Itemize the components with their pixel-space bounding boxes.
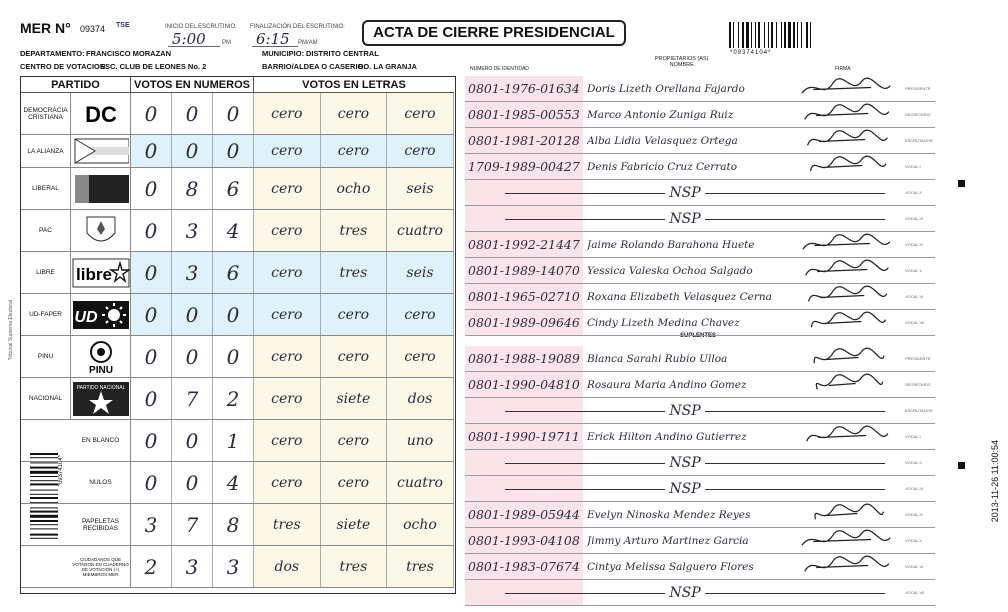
municipio-value: DISTRITO CENTRAL: [306, 49, 379, 58]
signer-row: [465, 476, 935, 502]
signature-icon: [792, 102, 902, 127]
col-owners-header: [655, 56, 708, 68]
row-label-text: PAPELETAS RECIBIDAS: [82, 517, 119, 532]
suplentes-label: SUPLENTES: [680, 333, 717, 339]
fin-ampm: PM/AM: [298, 40, 318, 46]
col-partido-header: PARTIDO: [21, 77, 131, 93]
signer-id: 0801-1988-19089: [465, 346, 583, 371]
page-title: ACTA DE CIERRE PRESIDENCIAL: [362, 20, 626, 46]
vote-word: tres: [254, 504, 321, 545]
vote-word: ocho: [321, 168, 388, 209]
row-label-text: CIUDADANOS QUE VOTARON EN CUADERNO DE VOTACIÓN (+) MIEMBROS MER: [72, 556, 129, 577]
signer-id: 0801-1965-02710: [465, 284, 583, 309]
nsp-text: NSP: [665, 585, 704, 601]
signer-row: [465, 398, 935, 424]
signer-role: ESCRUTADOR: [905, 408, 933, 413]
vote-digit: 3: [172, 252, 213, 293]
party-row: [21, 378, 454, 420]
votes-table: [20, 76, 456, 594]
party-logo-icon: [71, 294, 131, 335]
signer-name: Blanca Sarahi Rubio Ulloa: [587, 352, 728, 365]
row-label-text: NULOS: [89, 479, 112, 486]
signer-row: [465, 310, 935, 336]
signer-name: Jaime Rolando Barahona Huete: [587, 238, 755, 251]
vote-word: cero: [254, 462, 321, 503]
signer-role: VOCAL III: [905, 486, 923, 491]
nsp-mark: [465, 398, 905, 423]
name-label: NOMBRE: [669, 62, 694, 68]
vote-word: dos: [387, 378, 454, 419]
signer-id: 0801-1981-20128: [465, 128, 583, 153]
signer-id: 0801-1992-21447: [465, 232, 583, 257]
signer-id: 0801-1983-07674: [465, 554, 583, 579]
vote-digit: 0: [131, 135, 172, 167]
vote-digit: 1: [213, 420, 254, 461]
signer-role: VOCAL IV: [905, 242, 924, 247]
signer-name: Evelyn Ninoska Mendez Reyes: [587, 508, 751, 521]
party-row: [21, 252, 454, 294]
municipio-label: MUNICIPIO:: [262, 49, 305, 58]
dc-logo-icon: [73, 96, 129, 132]
signer-name: Rosaura Maria Andino Gomez: [587, 378, 747, 391]
vote-word: cero: [254, 378, 321, 419]
vote-digit: 3: [131, 504, 172, 545]
signer-row: [465, 180, 935, 206]
party-row: [21, 420, 454, 462]
signer-role: SECRETARIO: [905, 112, 931, 117]
vote-word: siete: [321, 504, 388, 545]
vote-digit: 0: [213, 93, 254, 134]
row-label: [21, 546, 131, 587]
vote-digit: 2: [131, 546, 172, 587]
signer-role: PRESIDENTE: [905, 86, 931, 91]
signer-role: VOCAL II: [905, 190, 922, 195]
alianza-flag-icon: [73, 137, 129, 165]
vote-word: uno: [387, 420, 454, 461]
vote-digit: 8: [172, 168, 213, 209]
signer-row: [465, 128, 935, 154]
signature-icon: [792, 346, 902, 371]
fin-underline: [252, 46, 298, 47]
vote-word: cero: [387, 93, 454, 134]
signer-row: [465, 372, 935, 398]
signer-id: 1709-1989-00427: [465, 154, 583, 179]
signer-role: VOCAL I: [905, 164, 921, 169]
vote-word: cero: [254, 252, 321, 293]
svg-text:UD: UD: [73, 308, 98, 326]
signature-icon: [792, 128, 902, 153]
signer-role: VOCAL V: [905, 268, 923, 273]
vote-word: tres: [321, 252, 388, 293]
vote-digit: 0: [213, 135, 254, 167]
signer-id: 0801-1976-01634: [465, 76, 583, 101]
party-name: PAC: [21, 210, 71, 251]
vote-digit: 0: [131, 252, 172, 293]
barrio-value: BO. LA GRANJA: [358, 62, 417, 71]
signer-role: PRESIDENTE: [905, 356, 931, 361]
nsp-mark: [465, 476, 905, 501]
signer-row: [465, 206, 935, 232]
party-row: [21, 168, 454, 210]
vote-digit: 0: [172, 336, 213, 377]
party-logo-icon: [71, 210, 131, 251]
row-label: [21, 462, 131, 503]
col-letras-header: VOTOS EN LETRAS: [254, 77, 454, 93]
vote-digit: 0: [131, 420, 172, 461]
row-label: [21, 420, 131, 461]
signer-row: [465, 102, 935, 128]
signer-role: VOCAL III: [905, 216, 923, 221]
signer-row: [465, 502, 935, 528]
vote-word: cero: [321, 336, 388, 377]
signer-name: Roxana Elizabeth Velasquez Cerna: [587, 290, 772, 303]
owners-label: PROPIETARIOS (AS): [655, 56, 709, 62]
signer-id: 0801-1989-14070: [465, 258, 583, 283]
signer-row: [465, 284, 935, 310]
vote-word: cero: [387, 336, 454, 377]
vote-word: cuatro: [387, 210, 454, 251]
liberal-logo-icon: [73, 171, 129, 207]
signature-icon: [792, 554, 902, 579]
nsp-mark: [465, 580, 905, 605]
signer-row: [465, 554, 935, 580]
party-row: [21, 294, 454, 336]
signer-name: Erick Hilton Andino Gutierrez: [587, 430, 747, 443]
signer-name: Cintya Melissa Salguero Flores: [587, 560, 754, 573]
party-row: [21, 93, 454, 135]
nacional-logo-icon: [72, 380, 130, 418]
vote-digit: 0: [131, 294, 172, 335]
inicio-label: INICIO DEL ESCRUTINIO:: [165, 24, 237, 30]
svg-text:PARTIDO NACIONAL: PARTIDO NACIONAL: [76, 384, 125, 391]
party-row: [21, 336, 454, 378]
centro-label: CENTRO DE VOTACION:: [20, 62, 108, 71]
party-name: LIBERAL: [21, 168, 71, 209]
signer-role: VOCAL VI: [905, 564, 924, 569]
row-label: [21, 504, 131, 545]
vote-word: siete: [321, 378, 388, 419]
signature-icon: [792, 232, 902, 257]
signer-row: [465, 346, 935, 372]
signer-id: 0801-1990-19711: [465, 424, 583, 449]
signer-role: VOCAL VII: [905, 320, 925, 325]
signature-icon: [792, 424, 902, 449]
vote-word: cero: [254, 168, 321, 209]
vote-digit: 0: [131, 168, 172, 209]
registration-mark: [958, 462, 965, 469]
vote-word: seis: [387, 168, 454, 209]
vote-digit: 0: [131, 210, 172, 251]
vote-word: dos: [254, 546, 321, 587]
signer-row: [465, 528, 935, 554]
party-logo-icon: [71, 252, 131, 293]
pac-logo-icon: [73, 213, 129, 249]
signer-name: Alba Lidia Velasquez Ortega: [587, 134, 738, 147]
party-row: [21, 504, 454, 546]
vote-digit: 0: [213, 336, 254, 377]
svg-text:libre: libre: [75, 264, 112, 284]
signer-id: 0801-1989-05944: [465, 502, 583, 527]
nsp-text: NSP: [665, 455, 704, 471]
signer-role: VOCAL I: [905, 434, 921, 439]
signature-icon: [792, 502, 902, 527]
signer-role: ESCRUTADOR: [905, 138, 933, 143]
vote-digit: 0: [172, 420, 213, 461]
vote-word: cero: [321, 462, 388, 503]
side-barcode-number: *09374104*: [58, 455, 64, 487]
party-row: [21, 135, 454, 168]
signature-icon: [792, 372, 902, 397]
timestamp: 2013-11-26 11:00:54: [990, 440, 1000, 523]
vote-digit: 3: [172, 210, 213, 251]
fin-time: 6:15: [256, 30, 290, 48]
nsp-text: NSP: [665, 185, 704, 201]
vote-word: cuatro: [387, 462, 454, 503]
vote-word: cero: [387, 135, 454, 167]
party-name: NACIONAL: [21, 378, 71, 419]
vote-word: cero: [321, 93, 388, 134]
vote-word: cero: [254, 93, 321, 134]
vote-digit: 6: [213, 168, 254, 209]
vote-word: cero: [254, 210, 321, 251]
row-label-text: EN BLANCO: [81, 437, 120, 444]
barcode-top-number: *09374104*: [730, 50, 772, 56]
signature-icon: [792, 154, 902, 179]
col-id-header: NUMERO DE IDENTIDAD: [470, 66, 529, 72]
mer-label: MER N°: [20, 20, 71, 36]
barrio-label: BARRIO/ALDEA O CASERIO:: [262, 62, 366, 71]
signature-icon: [792, 284, 902, 309]
vote-word: cero: [254, 336, 321, 377]
signer-id: 0801-1993-04108: [465, 528, 583, 553]
svg-text:PINU: PINU: [88, 364, 113, 376]
vote-digit: 4: [213, 210, 254, 251]
signer-row: [465, 580, 935, 606]
signer-role: VOCAL IV: [905, 512, 924, 517]
party-logo-icon: [71, 378, 131, 419]
party-name: PINU: [21, 336, 71, 377]
party-name: LIBRE: [21, 252, 71, 293]
col-firma-header: FIRMA: [835, 66, 851, 72]
vote-word: cero: [321, 294, 388, 335]
party-name: DEMOCRACIA CRISTIANA: [21, 93, 71, 134]
vote-digit: 4: [213, 462, 254, 503]
vote-digit: 0: [131, 378, 172, 419]
party-logo-icon: [71, 135, 131, 167]
libre-logo-icon: [72, 255, 130, 291]
vote-digit: 0: [172, 135, 213, 167]
pinu-logo-icon: [73, 338, 129, 376]
tse-logo-icon: TSE: [116, 22, 130, 29]
vote-digit: 0: [131, 93, 172, 134]
signer-row: [465, 424, 935, 450]
signer-id: 0801-1990-04810: [465, 372, 583, 397]
side-vertical-text: Tribunal Supremo Electoral: [8, 300, 14, 361]
vote-word: ocho: [387, 504, 454, 545]
vote-word: cero: [321, 135, 388, 167]
vote-digit: 8: [213, 504, 254, 545]
vote-digit: 0: [213, 294, 254, 335]
signer-id: 0801-1989-09646: [465, 310, 583, 335]
barcode-top-icon: [728, 22, 850, 48]
party-logo-icon: [71, 336, 131, 377]
inicio-time: 5:00: [172, 30, 206, 48]
nsp-text: NSP: [665, 481, 704, 497]
vote-word: cero: [387, 294, 454, 335]
signer-role: VOCAL VI: [905, 294, 924, 299]
vote-word: tres: [321, 546, 388, 587]
signer-row: [465, 154, 935, 180]
col-numeros-header: VOTOS EN NUMEROS: [131, 77, 254, 93]
vote-digit: 0: [172, 93, 213, 134]
party-name: LA ALIANZA: [21, 135, 71, 167]
vote-digit: 2: [213, 378, 254, 419]
signer-role: VOCAL VII: [905, 590, 925, 595]
centro-value: ESC. CLUB DE LEONES No. 2: [100, 62, 207, 71]
vote-digit: 3: [172, 546, 213, 587]
nsp-mark: [465, 206, 905, 231]
departamento-value: FRANCISCO MORAZAN: [86, 49, 171, 58]
signer-role: SECRETARIO: [905, 382, 931, 387]
vote-digit: 0: [172, 462, 213, 503]
svg-text:DC: DC: [84, 101, 117, 127]
signer-role: VOCAL V: [905, 538, 923, 543]
signer-name: Doris Lizeth Orellana Fajardo: [587, 82, 745, 95]
party-name: UD-FAPER: [21, 294, 71, 335]
signature-icon: [792, 258, 902, 283]
vote-word: seis: [387, 252, 454, 293]
signer-name: Yessica Valeska Ochoa Salgado: [587, 264, 753, 277]
nsp-mark: [465, 180, 905, 205]
signer-name: Cindy Lizeth Medina Chavez: [587, 316, 740, 329]
signature-icon: [792, 76, 902, 101]
vote-digit: 3: [213, 546, 254, 587]
vote-digit: 0: [131, 462, 172, 503]
party-logo-icon: [71, 93, 131, 134]
ud-faper-logo-icon: [72, 297, 130, 333]
vote-word: cero: [254, 135, 321, 167]
vote-word: cero: [254, 294, 321, 335]
departamento-label: DEPARTAMENTO:: [20, 49, 85, 58]
party-row: [21, 210, 454, 252]
signature-icon: [792, 528, 902, 553]
signer-name: Jimmy Arturo Martinez Garcia: [587, 534, 749, 547]
party-row: [21, 546, 454, 588]
registration-mark: [958, 180, 965, 187]
vote-word: tres: [387, 546, 454, 587]
inicio-underline: [168, 46, 220, 47]
signer-row: [465, 450, 935, 476]
signer-name: Marco Antonio Zuniga Ruiz: [587, 108, 734, 121]
nsp-mark: [465, 450, 905, 475]
vote-digit: 7: [172, 504, 213, 545]
signer-role: VOCAL II: [905, 460, 922, 465]
signer-name: Denis Fabricio Cruz Cerrato: [587, 160, 738, 173]
signer-row: [465, 76, 935, 102]
signer-id: 0801-1985-00553: [465, 102, 583, 127]
signature-icon: [792, 310, 902, 335]
inicio-ampm: PM: [222, 40, 231, 46]
fin-label: FINALIZACIÓN DEL ESCRUTINIO:: [250, 24, 345, 30]
vote-digit: 0: [131, 336, 172, 377]
vote-digit: 6: [213, 252, 254, 293]
nsp-text: NSP: [665, 403, 704, 419]
vote-digit: 7: [172, 378, 213, 419]
mer-number: 09374: [80, 24, 106, 34]
vote-digit: 0: [172, 294, 213, 335]
signer-row: [465, 258, 935, 284]
vote-word: cero: [321, 420, 388, 461]
signer-row: [465, 232, 935, 258]
vote-word: tres: [321, 210, 388, 251]
party-logo-icon: [71, 168, 131, 209]
party-row: [21, 462, 454, 504]
nsp-text: NSP: [665, 211, 704, 227]
vote-word: cero: [254, 420, 321, 461]
